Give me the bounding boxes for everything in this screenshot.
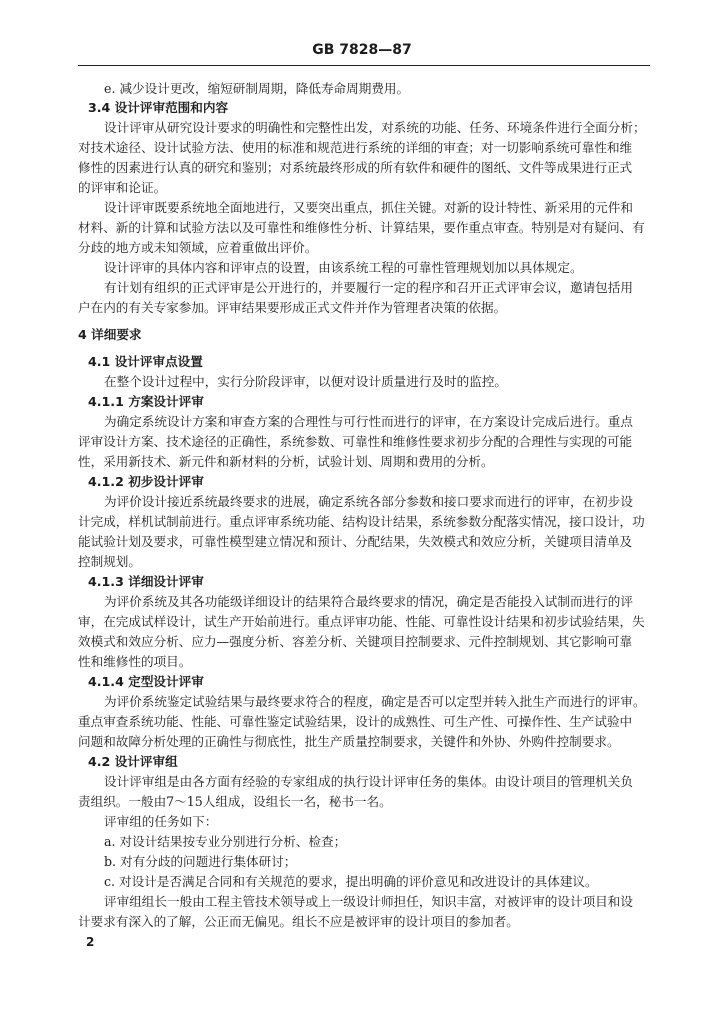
paragraph-line: 为确定系统设计方案和审查方案的合理性与可行性而进行的评审，在方案设计完成后进行。重点 (104, 414, 633, 429)
section-heading-4-1-1: 4.1.1 方案设计评审 (88, 394, 204, 409)
paragraph-line: 计完成，样机试制前进行。重点评审系统功能、结构设计结果，系统参数分配落实情况，接口设计，功 (78, 514, 645, 529)
list-item-a: a. 对设计结果按专业分别进行分析、检查； (104, 834, 347, 849)
paragraph-line: 审，在完成试样设计，试生产开始前进行。重点评审功能、性能、可靠性设计结果和初步试验结果，失 (78, 614, 645, 629)
paragraph-line: 问题和故障分析处理的正确性与彻底性，批生产质量控制要求，关键件和外协、外购件控制要求。 (78, 734, 620, 749)
paragraph-line: 性，采用新技术、新元件和新材料的分析，试验计划、周期和费用的分析。 (78, 454, 494, 469)
paragraph-line: 分歧的地方或未知领域，应着重做出评价。 (78, 240, 318, 255)
page-number: 2 (86, 935, 95, 949)
paragraph-line: 设计评审从研究设计要求的明确性和完整性出发，对系统的功能、任务、环境条件进行全面分析； (104, 120, 646, 135)
paragraph-line: 为评价设计接近系统最终要求的进展，确定系统各部分参数和接口要求而进行的评审，在初步设 (104, 494, 633, 509)
paragraph-line: 控制规划。 (78, 554, 141, 569)
paragraph-line: 的评审和论证。 (78, 180, 167, 195)
paragraph-line: 评审设计方案、技术途径的正确性，系统参数、可靠性和维修性要求初步分配的合理性与实现的可能 (78, 434, 633, 449)
section-heading-4-2: 4.2 设计评审组 (88, 754, 178, 769)
section-heading-4: 4 详细要求 (78, 327, 142, 342)
list-item-e: e. 减少设计更改，缩短研制周期，降低寿命周期费用。 (104, 81, 410, 96)
paragraph-line: 设计评审既要系统地全面地进行，又要突出重点，抓住关键。对新的设计特性、新采用的元件和 (104, 200, 633, 215)
paragraph-line: 为评价系统鉴定试验结果与最终要求符合的程度，确定是否可以定型并转入批生产而进行的评审。 (104, 694, 646, 709)
section-heading-4-1-3: 4.1.3 详细设计评审 (88, 574, 204, 589)
paragraph-line: 效模式和效应分析、应力—强度分析、容差分析、关键项目控制要求、元件控制规划、其它影响可靠 (78, 634, 633, 649)
paragraph-line: 在整个设计过程中，实行分阶段评审，以便对设计质量进行及时的监控。 (104, 374, 507, 389)
section-heading-4-1: 4.1 设计评审点设置 (88, 354, 203, 369)
header-rule (78, 65, 650, 66)
paragraph-line: 性和维修性的项目。 (78, 654, 192, 669)
paragraph-line: 重点审查系统功能、性能、可靠性鉴定试验结果，设计的成熟性、可生产性、可操作性、生产试验中 (78, 714, 633, 729)
paragraph-line: 设计评审的具体内容和评审点的设置，由该系统工程的可靠性管理规划加以具体规定。 (104, 260, 583, 275)
paragraph-line: 为评价系统及其各功能级详细设计的结果符合最终要求的情况，确定是否能投入试制而进行的评 (104, 594, 633, 609)
section-heading-4-1-4: 4.1.4 定型设计评审 (88, 674, 204, 689)
list-item-c: c. 对设计是否满足合同和有关规范的要求，提出明确的评价意见和改进设计的具体建议。 (104, 874, 598, 889)
section-heading-4-1-2: 4.1.2 初步设计评审 (88, 474, 204, 489)
paragraph-line: 户在内的有关专家参加。评审结果要形成正式文件并作为管理者决策的依据。 (78, 300, 507, 315)
paragraph-line: 修性的因素进行认真的研究和鉴别；对系统最终形成的所有软件和硬件的图纸、文件等成果进行正式 (78, 160, 633, 175)
paragraph-line: 有计划有组织的正式评审是公开进行的，并要履行一定的程序和召开正式评审会议，邀请包括用 (104, 280, 633, 295)
list-item-b: b. 对有分歧的问题进行集体研讨； (104, 854, 297, 869)
paragraph-line: 评审组组长一般由工程主管技术领导或上一级设计师担任，知识丰富，对被评审的设计项目和设 (104, 894, 633, 909)
paragraph-line: 能试验计划及要求，可靠性模型建立情况和预计、分配结果，失效模式和效应分析，关键项目清单及 (78, 534, 633, 549)
paragraph-line: 责组织。一般由7～15人组成，设组长一名，秘书一名。 (78, 794, 392, 809)
paragraph-line: 评审组的任务如下： (104, 814, 218, 829)
paragraph-line: 设计评审组是由各方面有经验的专家组成的执行设计评审任务的集体。由设计项目的管理机关负 (104, 774, 633, 789)
paragraph-line: 对技术途径、设计试验方法、使用的标准和规范进行系统的详细的审查；对一切影响系统可靠性和维 (78, 140, 633, 155)
standard-code-header: GB 7828—87 (312, 42, 412, 58)
section-heading-3-4: 3.4 设计评审范围和内容 (88, 100, 229, 115)
paragraph-line: 材料、新的计算和试验方法以及可靠性和维修性分析、计算结果，要作重点审查。特别是对有疑问、有 (78, 220, 645, 235)
paragraph-line: 计要求有深入的了解，公正而无偏见。组长不应是被评审的设计项目的参加者。 (78, 914, 519, 929)
